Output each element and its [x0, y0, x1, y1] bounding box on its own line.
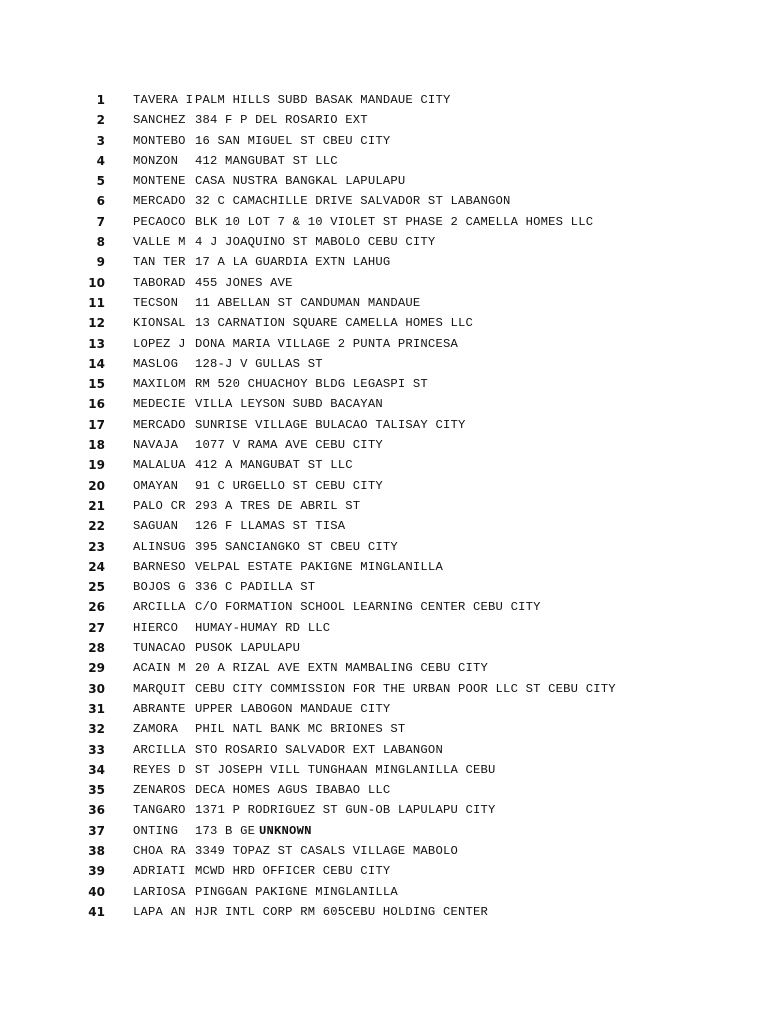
row-number: 24: [88, 559, 105, 574]
row-address: 1371 P RODRIGUEZ ST GUN-OB LAPULAPU CITY: [195, 803, 496, 818]
row-address: DONA MARIA VILLAGE 2 PUNTA PRINCESA: [195, 336, 458, 351]
row-address-unknown: UNKNOWN: [259, 823, 312, 838]
row-number: 40: [88, 884, 105, 899]
row-name: NAVAJA: [133, 438, 179, 453]
row-address: 412 A MANGUBAT ST LLC: [195, 458, 353, 473]
row-number: 8: [96, 235, 105, 250]
row-name: TAN TER: [133, 255, 186, 270]
row-address: 336 C PADILLA ST: [195, 580, 316, 595]
row-number: 4: [96, 153, 105, 168]
row-name: MAXILOM: [133, 377, 186, 392]
list-row: [0, 374, 768, 394]
row-name: LOPEZ J: [133, 336, 186, 351]
list-row: [0, 476, 768, 496]
row-name: KIONSAL: [133, 316, 186, 331]
row-name: SANCHEZ: [133, 113, 186, 128]
row-number: 1: [96, 93, 105, 107]
row-number: 32: [88, 722, 105, 737]
row-name: OMAYAN: [133, 478, 179, 493]
row-address: VELPAL ESTATE PAKIGNE MINGLANILLA: [195, 559, 443, 574]
row-number: 31: [88, 701, 105, 716]
row-address: DECA HOMES AGUS IBABAO LLC: [195, 783, 391, 798]
row-number: 20: [88, 478, 105, 493]
list-row: [0, 415, 768, 435]
list-row: [0, 90, 768, 110]
list-row: [0, 902, 768, 922]
row-address: MCWD HRD OFFICER CEBU CITY: [195, 864, 391, 879]
row-address: SUNRISE VILLAGE BULACAO TALISAY CITY: [195, 417, 466, 432]
list-row: [0, 131, 768, 151]
row-number: 28: [88, 641, 105, 656]
row-address: ST JOSEPH VILL TUNGHAAN MINGLANILLA CEBU: [195, 762, 496, 777]
list-row: [0, 516, 768, 536]
row-number: 35: [88, 783, 105, 798]
row-name: TANGARO: [133, 803, 186, 818]
list-row: [0, 882, 768, 902]
row-name: MEDECIE: [133, 397, 186, 412]
row-number: 37: [88, 823, 105, 838]
list-row: [0, 252, 768, 272]
row-number: 10: [88, 275, 105, 290]
row-address: VILLA LEYSON SUBD BACAYAN: [195, 397, 383, 412]
list-row: [0, 537, 768, 557]
row-number: 19: [88, 458, 105, 473]
list-row: [0, 841, 768, 861]
list-row: [0, 232, 768, 252]
list-row: [0, 780, 768, 800]
row-number: 7: [96, 214, 105, 229]
row-address: RM 520 CHUACHOY BLDG LEGASPI ST: [195, 377, 428, 392]
row-number: 26: [88, 600, 105, 615]
row-name: MONTENE: [133, 174, 186, 189]
row-name: MERCADO: [133, 417, 186, 432]
row-address: 384 F P DEL ROSARIO EXT: [195, 113, 368, 128]
row-number: 9: [96, 255, 105, 270]
row-number: 2: [96, 113, 105, 128]
list-row: [0, 597, 768, 617]
row-name: ZENAROS: [133, 783, 186, 798]
row-number: 29: [88, 661, 105, 676]
list-row: [0, 313, 768, 333]
list-row: [0, 334, 768, 354]
row-name: ALINSUG: [133, 539, 186, 554]
row-name: ARCILLA: [133, 742, 186, 757]
row-name: ADRIATI: [133, 864, 186, 879]
row-name: TECSON: [133, 295, 179, 310]
list-row: [0, 658, 768, 678]
row-name: MONTEBO: [133, 133, 186, 148]
list-row: [0, 699, 768, 719]
row-address: 3349 TOPAZ ST CASALS VILLAGE MABOLO: [195, 843, 458, 858]
row-name: LAPA AN: [133, 904, 186, 919]
row-name: MONZON: [133, 153, 179, 168]
list-row: [0, 618, 768, 638]
row-name: PALO CR: [133, 498, 186, 513]
row-address: PHIL NATL BANK MC BRIONES ST: [195, 722, 406, 737]
list-row: [0, 557, 768, 577]
row-name: CHOA RA: [133, 843, 186, 858]
row-address: 32 C CAMACHILLE DRIVE SALVADOR ST LABANGON: [195, 194, 511, 209]
address-list: [0, 90, 768, 922]
row-name: SAGUAN: [133, 519, 179, 534]
row-address: CEBU CITY COMMISSION FOR THE URBAN POOR LLC ST CEBU CITY: [195, 681, 616, 696]
row-address: 412 MANGUBAT ST LLC: [195, 153, 338, 168]
row-address: 13 CARNATION SQUARE CAMELLA HOMES LLC: [195, 316, 474, 331]
row-number: 23: [88, 539, 105, 554]
list-row: [0, 293, 768, 313]
row-number: 6: [96, 194, 105, 209]
list-row: [0, 191, 768, 211]
row-address: 4 J JOAQUINO ST MABOLO CEBU CITY: [195, 235, 436, 250]
row-number: 5: [96, 174, 105, 189]
list-row: [0, 719, 768, 739]
row-address: 11 ABELLAN ST CANDUMAN MANDAUE: [195, 295, 421, 310]
list-row: [0, 821, 768, 841]
row-address: 17 A LA GUARDIA EXTN LAHUG: [195, 255, 391, 270]
row-address: 1077 V RAMA AVE CEBU CITY: [195, 438, 383, 453]
row-name: MASLOG: [133, 356, 179, 371]
row-name: TAVERA I: [133, 93, 194, 107]
row-number: 14: [88, 356, 105, 371]
list-row: [0, 496, 768, 516]
row-number: 13: [88, 336, 105, 351]
list-row: [0, 273, 768, 293]
list-row: [0, 861, 768, 881]
row-name: VALLE M: [133, 235, 186, 250]
list-row: [0, 740, 768, 760]
row-address: 20 A RIZAL AVE EXTN MAMBALING CEBU CITY: [195, 661, 489, 676]
row-address: 126 F LLAMAS ST TISA: [195, 519, 346, 534]
list-row: [0, 800, 768, 820]
row-number: 39: [88, 864, 105, 879]
row-number: 30: [88, 681, 105, 696]
row-address: HJR INTL CORP RM 605CEBU HOLDING CENTER: [195, 904, 489, 919]
list-row: [0, 354, 768, 374]
row-address: 91 C URGELLO ST CEBU CITY: [195, 478, 383, 493]
row-name: HIERCO: [133, 620, 179, 635]
row-number: 41: [88, 904, 105, 919]
row-number: 17: [88, 417, 105, 432]
row-number: 33: [88, 742, 105, 757]
row-number: 36: [88, 803, 105, 818]
row-number: 11: [88, 295, 105, 310]
row-name: BOJOS G: [133, 580, 186, 595]
row-number: 15: [88, 377, 105, 392]
row-number: 3: [96, 133, 105, 148]
row-address: 128-J V GULLAS ST: [195, 356, 323, 371]
row-name: TABORAD: [133, 275, 186, 290]
list-row: [0, 110, 768, 130]
row-address: STO ROSARIO SALVADOR EXT LABANGON: [195, 742, 443, 757]
row-name: ACAIN M: [133, 661, 186, 676]
row-address: 293 A TRES DE ABRIL ST: [195, 498, 361, 513]
row-name: PECAOCO: [133, 214, 186, 229]
row-address: PUSOK LAPULAPU: [195, 641, 301, 656]
row-number: 18: [88, 438, 105, 453]
row-name: TUNACAO: [133, 641, 186, 656]
row-name: BARNESO: [133, 559, 186, 574]
row-number: 25: [88, 580, 105, 595]
row-number: 21: [88, 498, 105, 513]
row-address: 455 JONES AVE: [195, 275, 293, 290]
list-row: [0, 679, 768, 699]
row-number: 34: [88, 762, 105, 777]
row-address: CASA NUSTRA BANGKAL LAPULAPU: [195, 174, 406, 189]
row-number: 16: [88, 397, 105, 412]
list-row: [0, 577, 768, 597]
row-name: MARQUIT: [133, 681, 186, 696]
row-address: 16 SAN MIGUEL ST CBEU CITY: [195, 133, 391, 148]
list-row: [0, 455, 768, 475]
row-name: MERCADO: [133, 194, 186, 209]
list-row: [0, 435, 768, 455]
list-row: [0, 212, 768, 232]
row-address: 173 B GE: [195, 823, 256, 838]
list-row: [0, 151, 768, 171]
row-number: 38: [88, 843, 105, 858]
row-name: ARCILLA: [133, 600, 186, 615]
list-row: [0, 171, 768, 191]
row-number: 12: [88, 316, 105, 331]
row-name: ZAMORA: [133, 722, 179, 737]
row-address: HUMAY-HUMAY RD LLC: [195, 620, 331, 635]
row-name: ONTING: [133, 823, 179, 838]
list-row: [0, 760, 768, 780]
row-name: MALALUA: [133, 458, 186, 473]
row-address: PALM HILLS SUBD BASAK MANDAUE CITY: [195, 93, 451, 107]
row-address: 395 SANCIANGKO ST CBEU CITY: [195, 539, 398, 554]
list-row: [0, 638, 768, 658]
row-address: UPPER LABOGON MANDAUE CITY: [195, 701, 391, 716]
row-name: REYES D: [133, 762, 186, 777]
row-address: BLK 10 LOT 7 & 10 VIOLET ST PHASE 2 CAMELLA HOMES LLC: [195, 214, 594, 229]
list-row: [0, 394, 768, 414]
row-address: PINGGAN PAKIGNE MINGLANILLA: [195, 884, 398, 899]
row-name: ABRANTE: [133, 701, 186, 716]
row-number: 27: [88, 620, 105, 635]
row-number: 22: [88, 519, 105, 534]
row-address: C/O FORMATION SCHOOL LEARNING CENTER CEBU CITY: [195, 600, 541, 615]
row-name: LARIOSA: [133, 884, 186, 899]
